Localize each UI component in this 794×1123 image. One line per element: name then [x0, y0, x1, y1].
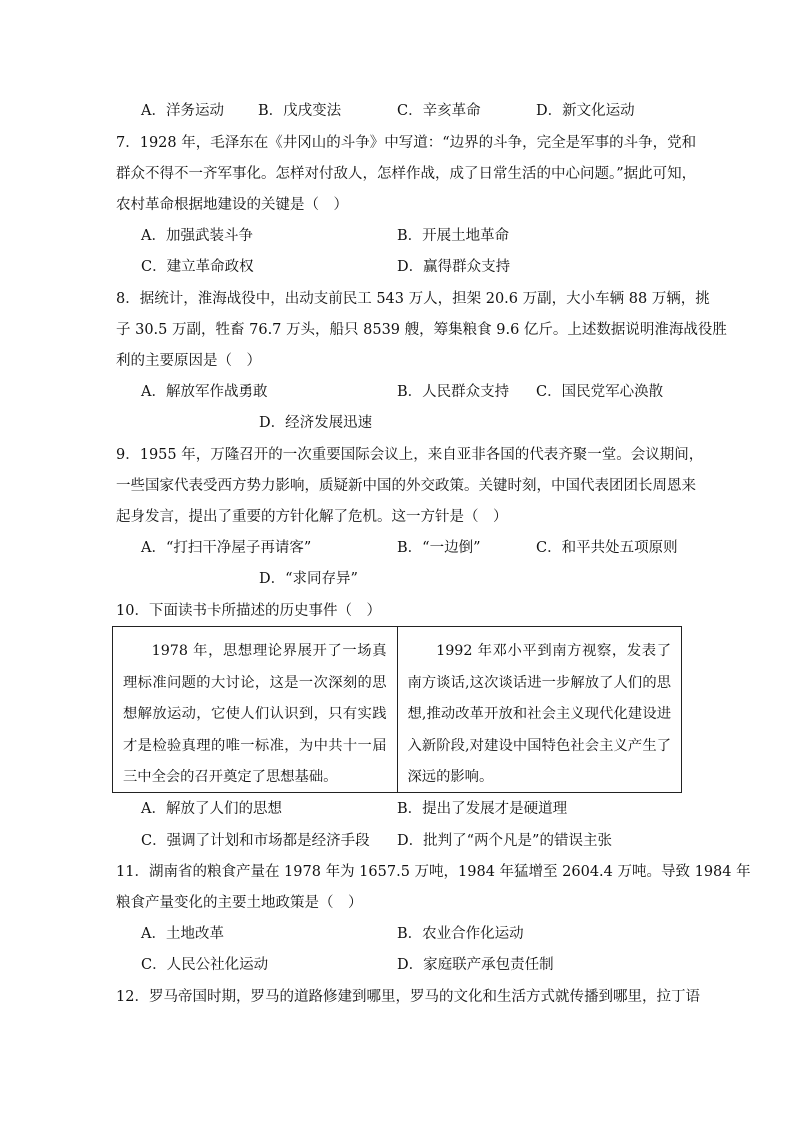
q10-option-d: D．批判了“两个凡是”的错误主张	[397, 833, 612, 849]
q7-option-d: D．赢得群众支持	[397, 259, 511, 275]
q9-option-b: B．“一边倒”	[397, 540, 481, 556]
q6-option-b: B．戊戌变法	[258, 103, 342, 119]
q10-option-c: C．强调了计划和市场都是经济手段	[141, 833, 370, 849]
q9-stem-line-1: 9．1955 年，万隆召开的一次重要国际会议上，来自亚非各国的代表齐聚一堂。会议期间，	[116, 447, 704, 463]
reading-card-table	[112, 626, 682, 793]
q8-stem-line-3: 利的主要原因是（ ）	[116, 353, 261, 369]
q9-stem-line-3: 起身发言，提出了重要的方针化解了危机。这一方针是（ ）	[116, 509, 508, 525]
reading-card-left-text: 1978 年，思想理论界展开了一场真理标准问题的大讨论，这是一次深刻的思想解放运动，它使人们认识到，只有实践才是检验真理的唯一标准，为中共十一届三中全会的召开奠定了思想基础。	[123, 643, 387, 785]
q7-option-b: B．开展土地革命	[397, 228, 510, 244]
q7-stem-line-2: 群众不得不一齐军事化。怎样对付敌人，怎样作战，成了日常生活的中心问题。”据此可知，	[116, 166, 697, 182]
q10-option-a: A．解放了人们的思想	[141, 801, 282, 817]
q10-stem: 10．下面读书卡所描述的历史事件（ ）	[116, 603, 381, 619]
q6-option-a: A．洋务运动	[141, 103, 224, 119]
q9-stem-line-2: 一些国家代表受西方势力影响，质疑新中国的外交政策。关键时刻，中国代表团团长周恩来	[116, 478, 696, 494]
q8-stem-line-1: 8．据统计，淮海战役中，出动支前民工 543 万人，担架 20.6 万副，大小车辆 88 万辆，挑	[116, 291, 710, 307]
reading-card-right-text: 1992 年邓小平到南方视察，发表了南方谈话,这次谈话进一步解放了人们的思想,推动改革开放和社会主义现代化建设进入新阶段,对建设中国特色社会主义产生了深远的影响。	[407, 643, 671, 785]
q8-option-a: A．解放军作战勇敢	[141, 384, 268, 400]
q12-stem-line-1: 12．罗马帝国时期，罗马的道路修建到哪里，罗马的文化和生活方式就传播到哪里，拉丁语	[116, 989, 700, 1005]
q11-option-d: D．家庭联产承包责任制	[397, 957, 554, 973]
q8-option-c: C．国民党军心涣散	[536, 384, 664, 400]
q7-option-a: A．加强武装斗争	[141, 228, 253, 244]
q11-stem-line-2: 粮食产量变化的主要土地政策是（ ）	[116, 895, 363, 911]
q6-option-d: D．新文化运动	[536, 103, 635, 119]
q8-stem-line-2: 子 30.5 万副，牲畜 76.7 万头，船只 8539 艘，筹集粮食 9.6 亿斤。上述数据说明淮海战役胜	[116, 322, 727, 338]
q11-stem-line-1: 11．湖南省的粮食产量在 1978 年为 1657.5 万吨，1984 年猛增至 2604.4 万吨。导致 1984 年	[116, 864, 751, 880]
q11-option-a: A．土地改革	[141, 926, 224, 942]
q7-option-c: C．建立革命政权	[141, 259, 254, 275]
reading-card-left	[113, 627, 398, 792]
q9-option-c: C．和平共处五项原则	[536, 540, 678, 556]
q8-option-b: B．人民群众支持	[397, 384, 510, 400]
reading-card-right	[398, 627, 682, 792]
q11-option-c: C．人民公社化运动	[141, 957, 269, 973]
q8-option-d: D．经济发展迅速	[259, 415, 373, 431]
q6-option-c: C．辛亥革命	[397, 103, 481, 119]
q9-option-d: D．“求同存异”	[259, 571, 358, 587]
q7-stem-line-3: 农村革命根据地建设的关键是（ ）	[116, 197, 348, 213]
q7-stem-line-1: 7．1928 年，毛泽东在《井冈山的斗争》中写道：“边界的斗争，完全是军事的斗争，党和	[116, 135, 697, 151]
q9-option-a: A．“打扫干净屋子再请客”	[141, 540, 312, 556]
q11-option-b: B．农业合作化运动	[397, 926, 524, 942]
q10-option-b: B．提出了发展才是硬道理	[397, 801, 568, 817]
